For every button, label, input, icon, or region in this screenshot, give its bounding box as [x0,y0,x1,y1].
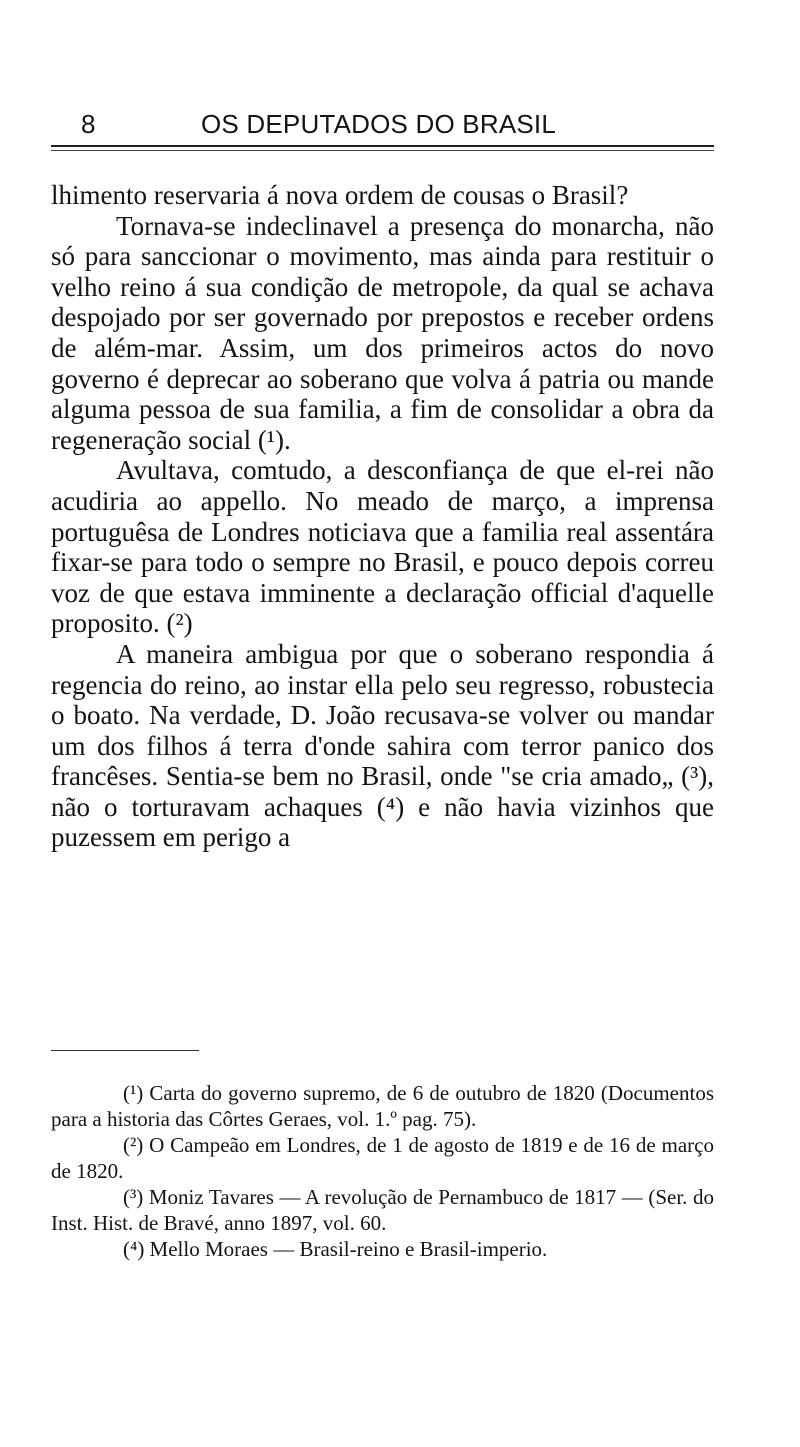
paragraph: A maneira ambigua por que o soberano respondia á regencia do reino, ao instar ella pelo seu regresso, robustecia o boato. Na verdade, D. João recusava-se volver ou mandar um dos filhos á terra d'onde sahira com terror panico dos francêses. Sentia-se bem no Brasil, onde "se cria amado„ (³), não o torturavam achaques (⁴) e não havia vizinhos que puzessem em perigo a [51,638,714,853]
page-number: 8 [81,109,96,139]
footnote-2: (²) O Campeão em Londres, de 1 de agosto de 1819 e de 16 de março de 1820. [51,1133,714,1183]
footnote-3: (³) Moniz Tavares — A revolução de Pernambuco de 1817 — (Ser. do Inst. Hist. de Bravé, anno 1897, vol. 60. [51,1185,714,1235]
footnote-1: (¹) Carta do governo supremo, de 6 de outubro de 1820 (Documentos para a historia das Côrtes Geraes, vol. 1.º pag. 75). [51,1081,714,1131]
paragraph: Tornava-se indeclinavel a presença do monarcha, não só para sanccionar o movimento, mas ainda para restituir o velho reino á sua condição de metropole, da qual se achava despojado por ser governado por prepostos e receber ordens de além-mar. Assim, um dos primeiros actos do novo governo é deprecar ao soberano que volva á patria ou mande alguma pessoa de sua familia, a fim de consolidar a obra da regeneração social (¹). [51,210,714,455]
body-text [51,180,714,853]
header-rule-thick [51,145,714,147]
header-rule-thin [51,150,714,151]
footnote-separator [51,1050,199,1051]
paragraph: Avultava, comtudo, a desconfiança de que el-rei não acudiria ao appello. No meado de março, a imprensa portuguêsa de Londres noticiava que a familia real assentára fixar-se para todo o sempre no Brasil, e pouco depois correu voz de que estava imminente a declaração official d'aquelle proposito. (²) [51,455,714,639]
footnote-4: (⁴) Mello Moraes — Brasil-reino e Brasil-imperio. [123,1237,548,1261]
page-header [81,104,714,144]
paragraph-continuation: lhimento reservaria á nova ordem de cousas o Brasil? [51,180,629,210]
book-page [51,0,714,1447]
running-title: OS DEPUTADOS DO BRASIL [201,109,556,139]
footnotes [51,1080,714,1262]
